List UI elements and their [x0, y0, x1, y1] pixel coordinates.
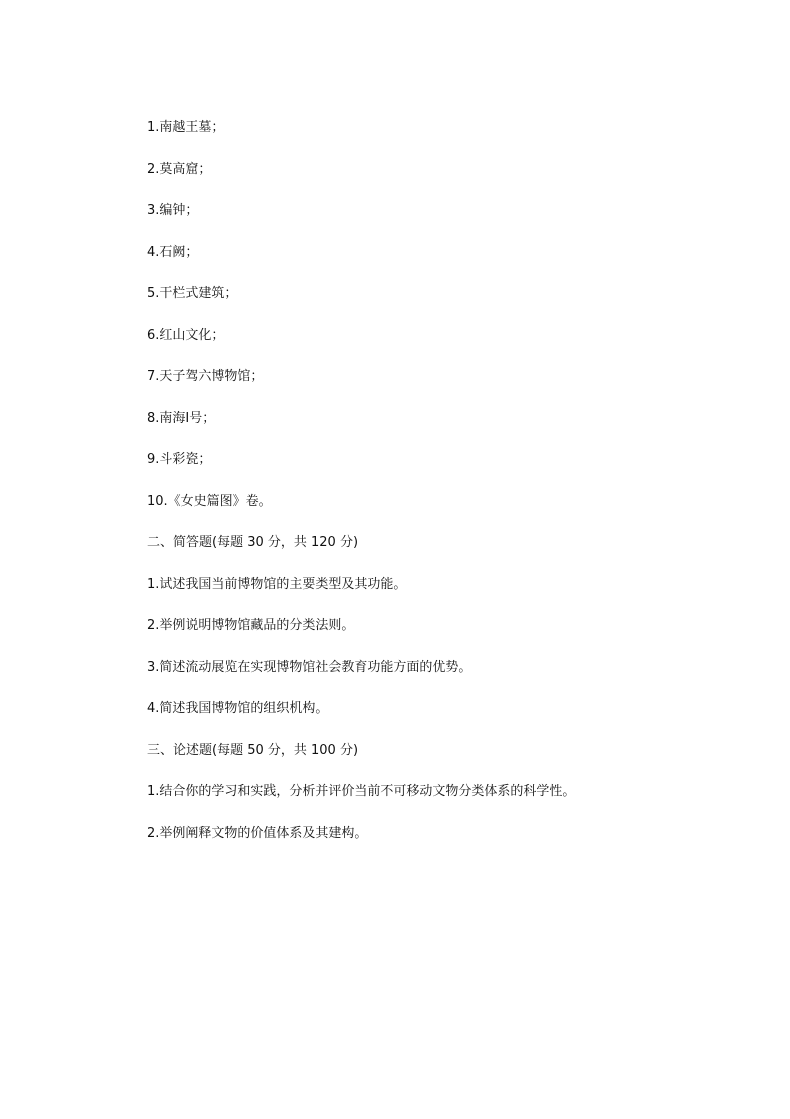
question-item: 3.简述流动展览在实现博物馆社会教育功能方面的优势。: [147, 659, 472, 675]
question-item: 1.试述我国当前博物馆的主要类型及其功能。: [147, 576, 407, 592]
term-item: 1.南越王墓；: [147, 120, 225, 135]
term-item: 6.红山文化；: [147, 327, 225, 343]
section-heading-essay: 三、论述题(每题 50 分，共 100 分): [147, 742, 359, 758]
term-item: 8.南海Ⅰ号；: [147, 410, 216, 426]
question-item: 2.举例阐释文物的价值体系及其建构。: [147, 825, 368, 841]
term-item: 9.斗彩瓷；: [147, 452, 212, 467]
term-item: 7.天子驾六博物馆；: [147, 369, 264, 384]
section-heading-short-answer: 二、简答题(每题 30 分，共 120 分): [147, 535, 359, 550]
term-item: 3.编钟；: [147, 203, 199, 218]
question-item: 4.简述我国博物馆的组织机构。: [147, 701, 329, 716]
term-item: 4.石阙；: [147, 244, 199, 260]
question-item: 2.举例说明博物馆藏品的分类法则。: [147, 618, 355, 633]
term-item: 10.《女史篇图》卷。: [147, 493, 272, 509]
exam-content: [147, 118, 747, 865]
term-item: 5.干栏式建筑；: [147, 286, 238, 301]
question-item: 1.结合你的学习和实践，分析并评价当前不可移动文物分类体系的科学性。: [147, 784, 576, 799]
term-item: 2.莫高窟；: [147, 161, 212, 177]
